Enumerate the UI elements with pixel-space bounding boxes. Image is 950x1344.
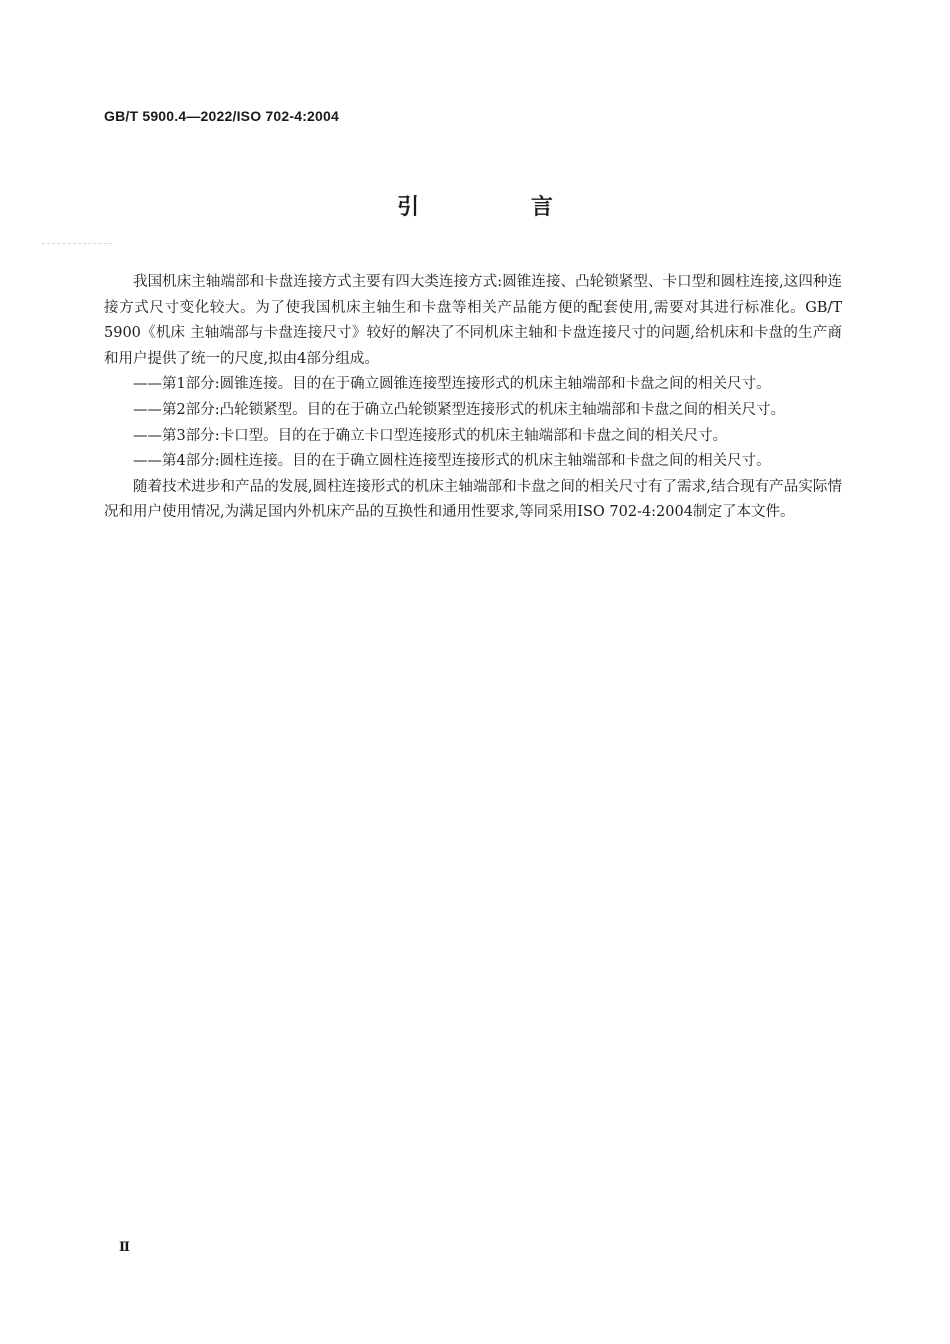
standard-code: GB/T 5900.4—2022/ISO 702-4:2004 <box>104 108 340 124</box>
page-title: 引 言 <box>397 195 605 220</box>
page-number: Ⅱ <box>119 1240 130 1255</box>
closing-paragraph: 随着技术进步和产品的发展,圆柱连接形式的机床主轴端部和卡盘之间的相关尺寸有了需求,结合现有产品实际情况和用户使用情况,为满足国内外机床产品的互换性和通用性要求,等同采用ISO 702-4:2004制定了本文件。 <box>104 478 842 521</box>
intro-paragraph: 我国机床主轴端部和卡盘连接方式主要有四大类连接方式:圆锥连接、凸轮锁紧型、卡口型和圆柱连接,这四种连接方式尺寸变化较大。为了使我国机床主轴生和卡盘等相关产品能方便的配套使用,需要对其进行标准化。GB/T 5900《机床 主轴端部与卡盘连接尺寸》较好的解决了不同机床主轴和卡盘连接尺寸的问题,给机床和卡盘的生产商和用户提供了统一的尺度,拟由4部分组成。 <box>104 274 842 367</box>
scan-artifact <box>42 243 112 246</box>
part-item-4: ——第4部分:圆柱连接。目的在于确立圆柱连接型连接形式的机床主轴端部和卡盘之间的相关尺寸。 <box>133 453 771 470</box>
part-item-2: ——第2部分:凸轮锁紧型。目的在于确立凸轮锁紧型连接形式的机床主轴端部和卡盘之间的相关尺寸。 <box>133 401 786 418</box>
part-item-3: ——第3部分:卡口型。目的在于确立卡口型连接形式的机床主轴端部和卡盘之间的相关尺寸。 <box>133 427 728 444</box>
introduction-body <box>104 270 842 526</box>
part-item-1: ——第1部分:圆锥连接。目的在于确立圆锥连接型连接形式的机床主轴端部和卡盘之间的相关尺寸。 <box>133 376 771 393</box>
